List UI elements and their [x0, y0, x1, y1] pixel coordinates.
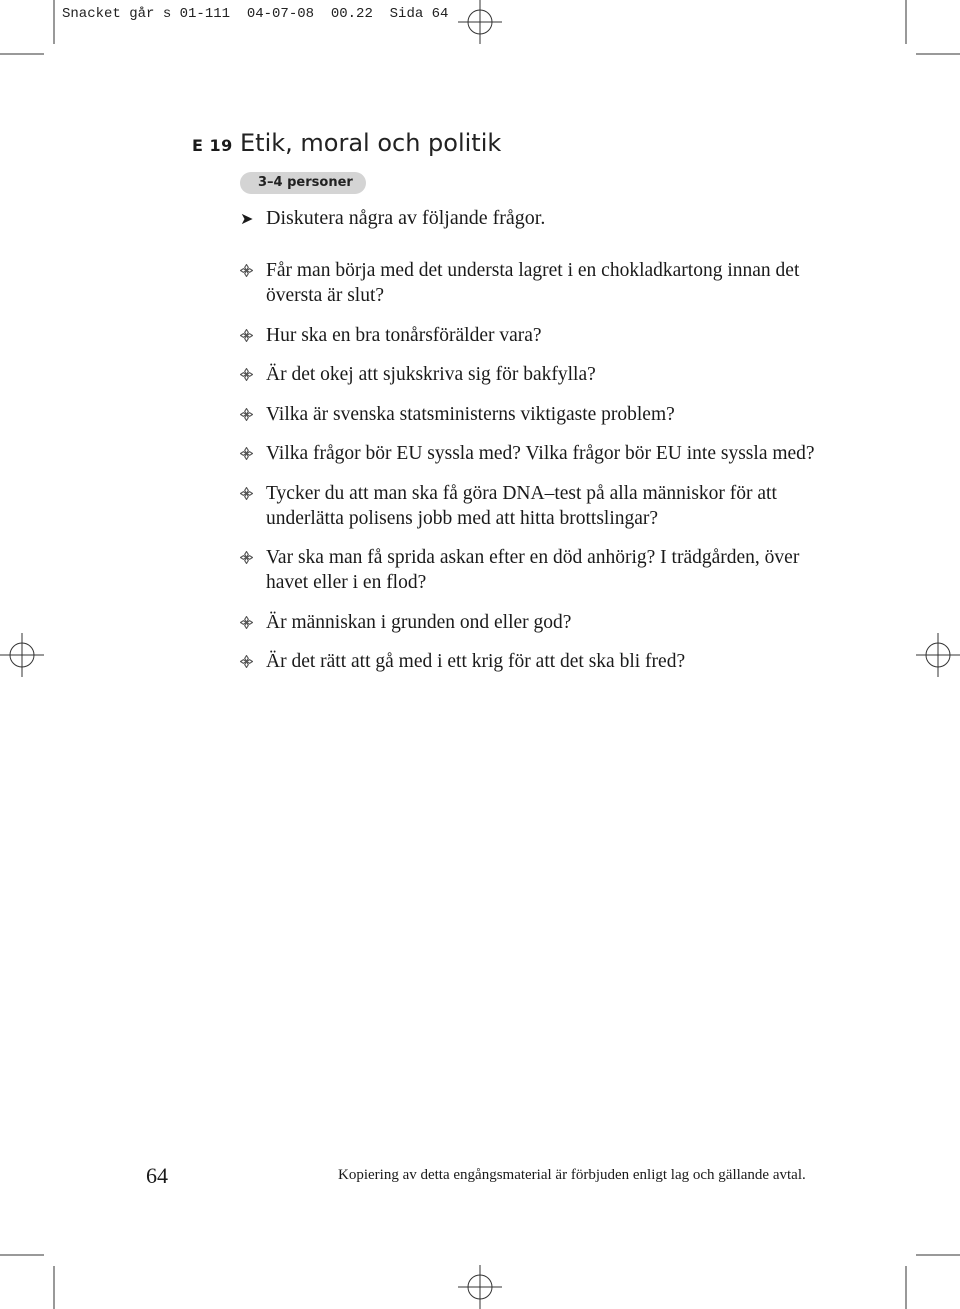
list-item: [240, 545, 840, 595]
list-item: [240, 323, 840, 348]
diamond-bullet-icon: [240, 655, 253, 668]
diamond-bullet-icon: [240, 487, 253, 500]
registration-mark-right: [916, 633, 960, 677]
exercise-number: E 19: [192, 136, 233, 155]
diamond-bullet-icon: [240, 616, 253, 629]
list-item: [240, 649, 840, 674]
diamond-bullet-icon: [240, 447, 253, 460]
diamond-bullet-icon: [240, 368, 253, 381]
registration-mark-bottom: [458, 1265, 502, 1309]
question-text: Hur ska en bra tonårsförälder vara?: [266, 324, 542, 346]
diamond-bullet-icon: [240, 551, 253, 564]
group-size-badge: 3–4 personer: [240, 172, 366, 194]
question-list: [240, 258, 840, 689]
registration-mark-left: [0, 633, 44, 677]
print-slug: Snacket går s 01-111 04-07-08 00.22 Sida 64: [62, 6, 449, 22]
list-item: [240, 258, 840, 308]
question-text: Vilka är svenska statsministerns viktigaste problem?: [266, 403, 675, 425]
diamond-bullet-icon: [240, 264, 253, 277]
page-number: 64: [146, 1163, 168, 1188]
list-item: [240, 481, 840, 531]
question-text: Tycker du att man ska få göra DNA–test på alla människor för att underlätta polisens jobb med att hitta brottslingar?: [266, 482, 777, 529]
question-text: Vilka frågor bör EU syssla med? Vilka frågor bör EU inte syssla med?: [266, 443, 815, 464]
question-text: Får man börja med det understa lagret i en chokladkartong innan det översta är slut?: [266, 260, 800, 306]
exercise-title: Etik, moral och politik: [240, 129, 502, 157]
question-text: Är det okej att sjukskriva sig för bakfylla?: [266, 364, 596, 385]
registration-mark-top: [458, 0, 502, 44]
question-text: Är människan i grunden ond eller god?: [266, 611, 572, 633]
list-item: [240, 402, 840, 427]
list-item: [240, 362, 840, 387]
instruction: [240, 207, 545, 230]
list-item: [240, 441, 840, 466]
diamond-bullet-icon: [240, 329, 253, 342]
arrow-icon: ➤: [240, 209, 254, 228]
question-text: Var ska man få sprida askan efter en död anhörig? I trädgården, över havet eller i en flod?: [266, 547, 800, 593]
diamond-bullet-icon: [240, 408, 253, 421]
list-item: [240, 610, 840, 635]
instruction-text: Diskutera några av följande frågor.: [266, 207, 546, 229]
question-text: Är det rätt att gå med i ett krig för att det ska bli fred?: [266, 651, 686, 672]
copyright-notice: Kopiering av detta engångsmaterial är förbjuden enligt lag och gällande avtal.: [338, 1167, 806, 1183]
